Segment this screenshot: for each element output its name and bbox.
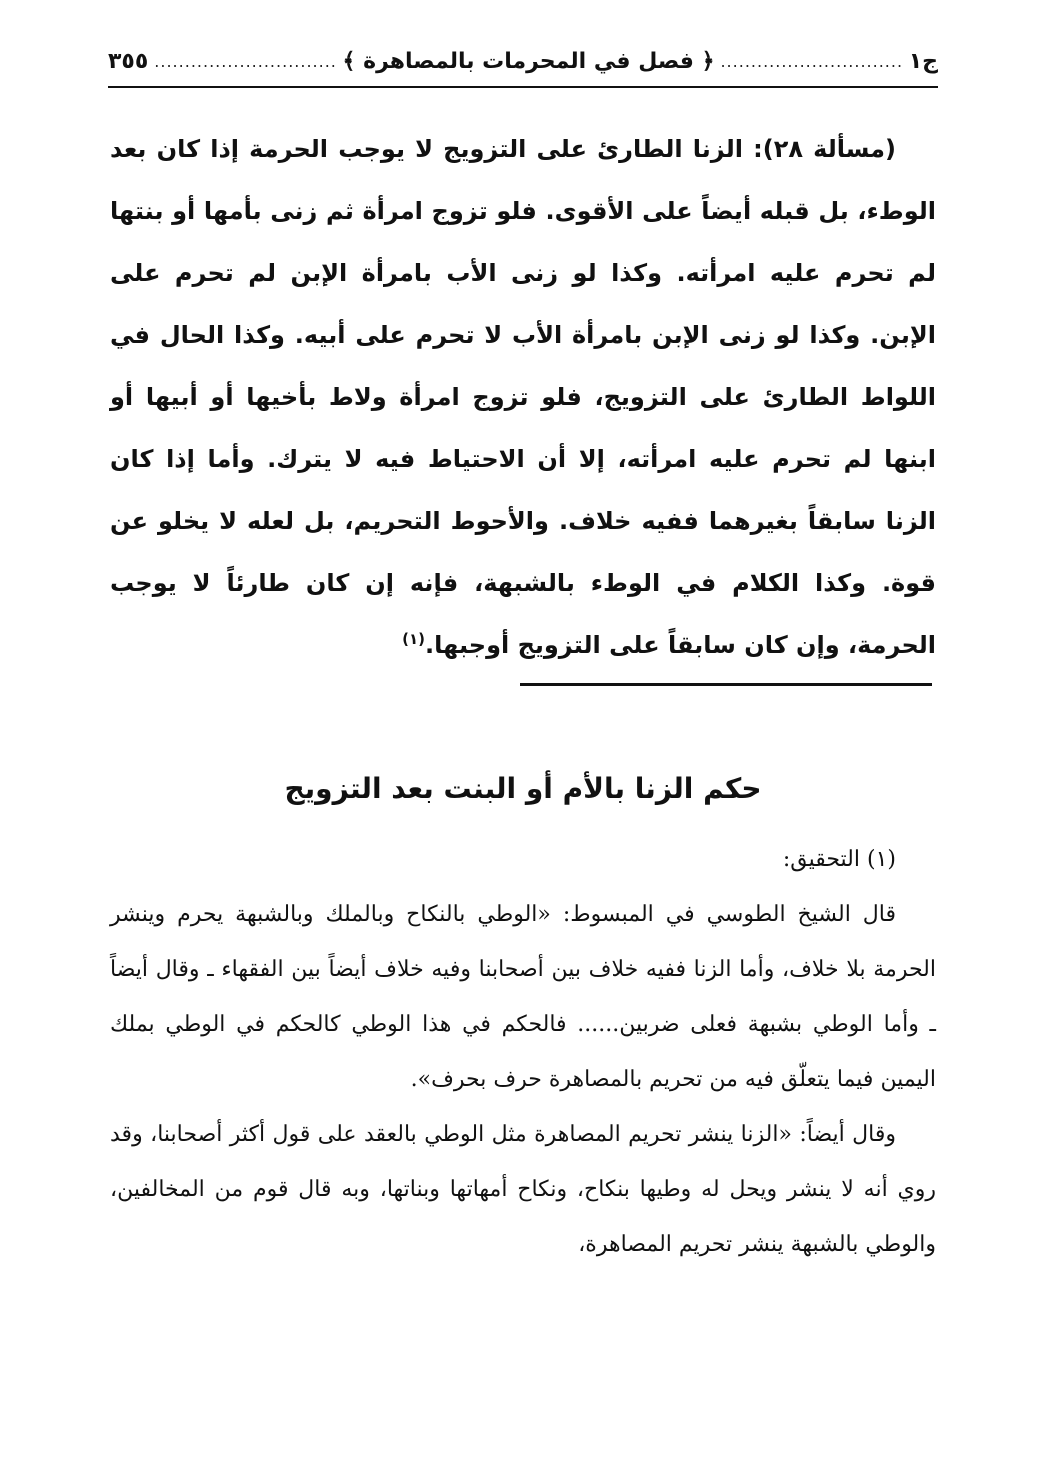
page-number: ٣٥٥	[108, 48, 149, 74]
volume-number: ج١	[908, 48, 938, 74]
main-body	[110, 118, 936, 676]
header-leader-dots	[720, 52, 902, 71]
footnote-paragraph-1: قال الشيخ الطوسي في المبسوط: «الوطي بالنكاح وبالملك وبالشبهة يحرم وينشر الحرمة بلا خلاف، وأما الزنا ففيه خلاف بين أصحابنا وفيه خلاف أيضاً بين الفقهاء ـ وقال أيضاً ـ وأما الوطي بشبهة فعلى ضربين...... فالحكم في هذا الوطي كالحكم في الوطي بملك اليمين فيما يتعلّق فيه من تحريم بالمصاهرة حرف بحرف».	[110, 902, 936, 1092]
header-rule	[108, 86, 938, 88]
footnote-reference: (١)	[402, 630, 425, 648]
footnotes	[110, 832, 936, 1272]
running-header	[108, 38, 938, 84]
footnote-paragraph-2: وقال أيضاً: «الزنا ينشر تحريم المصاهرة مثل الوطي بالعقد على قول أكثر أصحابنا، وقد روي أنه لا ينشر ويحل له وطيها بنكاح، ونكاح أمهاتها وبناتها، وبه قال قوم من المخالفين، والوطي بالشبهة ينشر تحريم المصاهرة،	[110, 1122, 936, 1257]
section-heading: حكم الزنا بالأم أو البنت بعد التزويج	[284, 772, 762, 805]
footnote-separator	[520, 683, 932, 686]
chapter-title: ﴿ فصل في المحرمات بالمصاهرة ﴾	[342, 48, 715, 74]
issue-28-text: (مسألة ٢٨): الزنا الطارئ على التزويج لا يوجب الحرمة إذا كان بعد الوطء، بل قبله أيضاً على الأقوى. فلو تزوج امرأة ثم زنى بأمها أو بنتها لم تحرم عليه امرأته. وكذا لو زنى الأب بامرأة الإبن لم تحرم على الإبن. وكذا لو زنى الإبن بامرأة الأب لا تحرم على أبيه. وكذا الحال في اللواط الطارئ على التزويج، فلو تزوج امرأة ولاط بأخيها أو أبيها أو ابنها لم تحرم عليه امرأته، إلا أن الاحتياط فيه لا يترك. وأما إذا كان الزنا سابقاً بغيرهما ففيه خلاف. والأحوط التحريم، بل لعله لا يخلو عن قوة. وكذا الكلام في الوطء بالشبهة، فإنه إن كان طارئاً لا يوجب الحرمة، وإن كان سابقاً على التزويج أوجبها.	[110, 135, 936, 659]
header-leader-dots	[154, 52, 336, 71]
footnote-label: (١) التحقيق:	[782, 847, 896, 872]
issue-28-paragraph	[110, 118, 936, 676]
